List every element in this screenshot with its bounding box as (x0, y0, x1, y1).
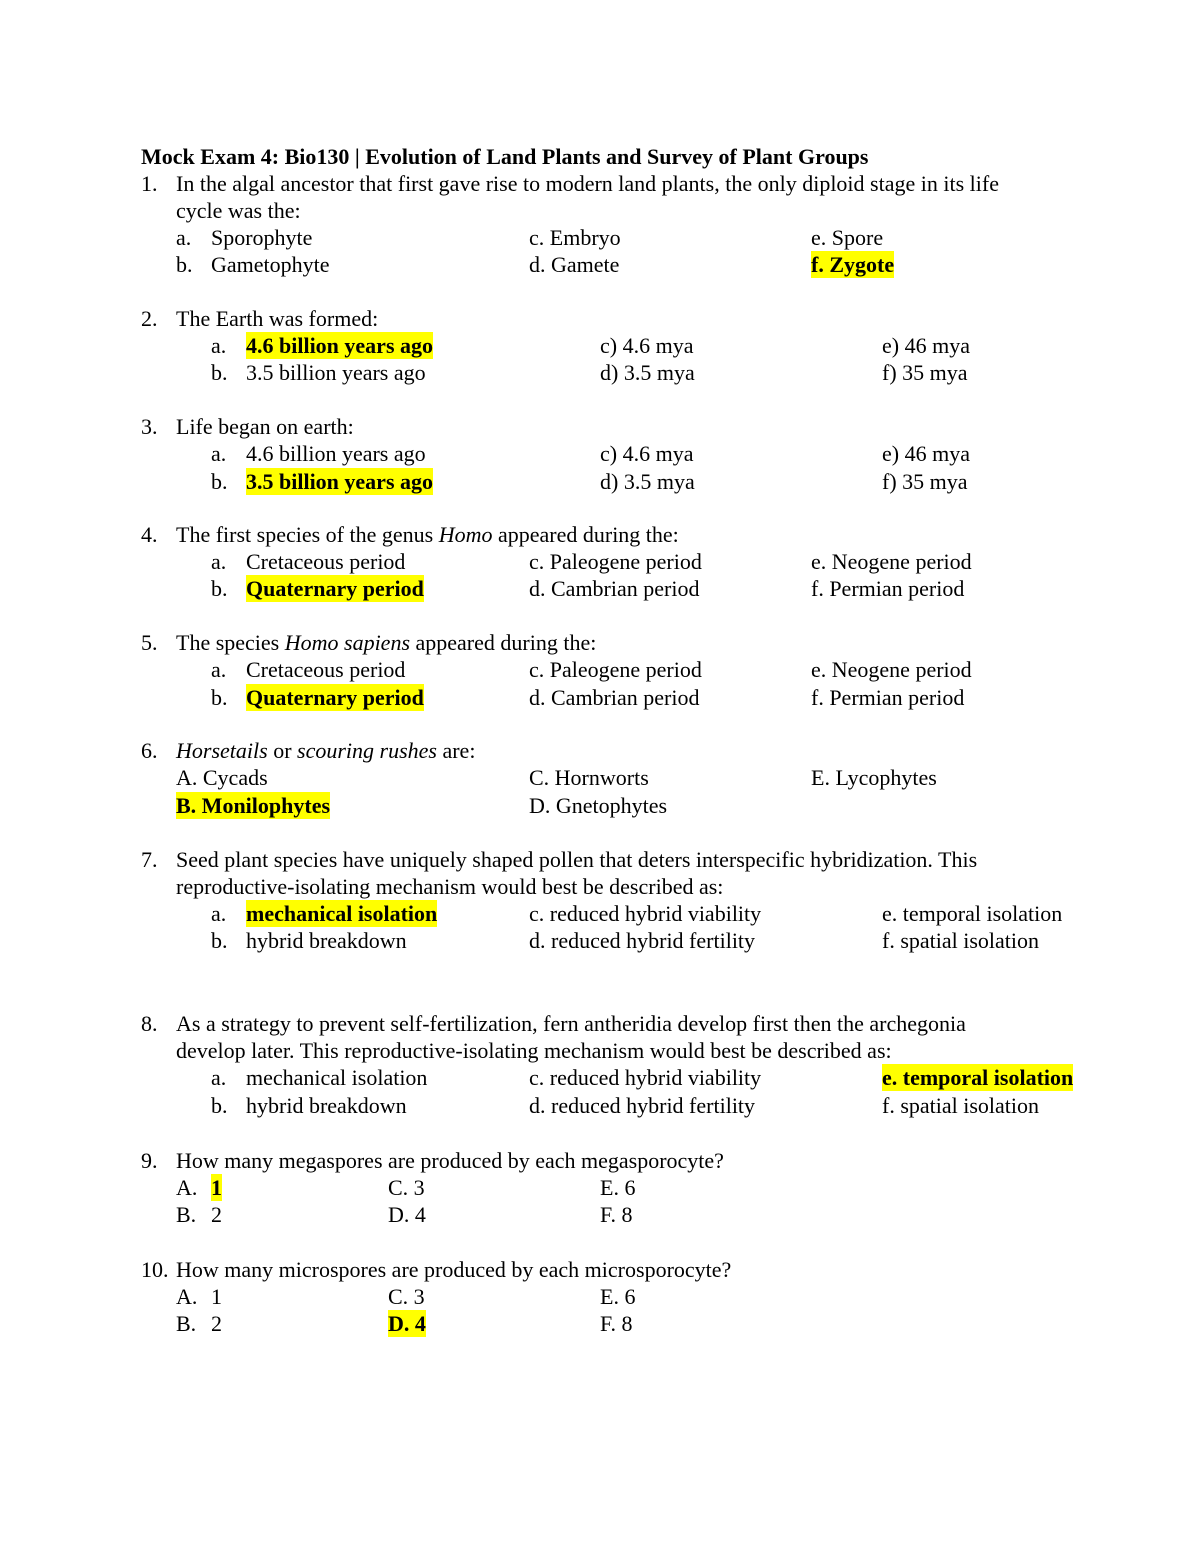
question-2-option-a-label: a. (211, 333, 227, 358)
question-6-option-c: C. Hornworts (529, 765, 649, 790)
question-5-option-b-correct: Quaternary period (246, 685, 424, 710)
question-5-option-a-label: a. (211, 657, 227, 682)
question-6-option-b-correct: B. Monilophytes (176, 793, 331, 818)
question-9-option-f: F. 8 (600, 1202, 633, 1227)
question-3-option-d: d) 3.5 mya (600, 469, 695, 494)
question-4-stem-part-1: The first species of the genus (176, 522, 439, 547)
question-6-stem-part-2: or (267, 738, 298, 763)
question-10-option-e: E. 6 (600, 1284, 636, 1309)
question-1-option-e: e. Spore (811, 225, 884, 250)
question-7-option-a-correct: mechanical isolation (246, 901, 438, 926)
question-10-option-a: 1 (211, 1284, 222, 1309)
question-7-option-d: d. reduced hybrid fertility (529, 928, 756, 953)
question-10-option-f: F. 8 (600, 1311, 633, 1336)
question-2-option-a-correct: 4.6 billion years ago (246, 333, 434, 358)
question-2-option-c: c) 4.6 mya (600, 333, 694, 358)
question-7-option-a-label: a. (211, 901, 227, 926)
question-6-option-e: E. Lycophytes (811, 765, 937, 790)
question-9-option-b-label: B. (176, 1202, 197, 1227)
question-6-stem-part-4: are: (436, 738, 476, 763)
question-3-option-a: 4.6 billion years ago (246, 441, 426, 466)
question-4-option-e: e. Neogene period (811, 549, 972, 574)
question-10-option-c: C. 3 (388, 1284, 425, 1309)
question-5-option-c: c. Paleogene period (529, 657, 702, 682)
question-8-stem-line-2: develop later. This reproductive-isolating mechanism would best be described as: (176, 1038, 892, 1063)
question-5-stem-part-1: The species (176, 630, 285, 655)
question-2-option-f: f) 35 mya (882, 360, 968, 385)
question-10-option-a-label: A. (176, 1284, 198, 1309)
question-4-number: 4. (141, 522, 158, 547)
question-9-option-d: D. 4 (388, 1202, 426, 1227)
question-7-option-e: e. temporal isolation (882, 901, 1063, 926)
question-2-option-b: 3.5 billion years ago (246, 360, 426, 385)
question-7-option-b: hybrid breakdown (246, 928, 407, 953)
question-8-option-a: mechanical isolation (246, 1065, 428, 1090)
question-9-option-e: E. 6 (600, 1175, 636, 1200)
question-5-option-a: Cretaceous period (246, 657, 406, 682)
question-7-option-b-label: b. (211, 928, 228, 953)
question-6-stem-term-1: Horsetails (176, 738, 268, 763)
question-9-option-c: C. 3 (388, 1175, 425, 1200)
question-9-option-a-label: A. (176, 1175, 198, 1200)
question-4-option-c: c. Paleogene period (529, 549, 702, 574)
question-3-option-c: c) 4.6 mya (600, 441, 694, 466)
question-6-stem-term-2: scouring rushes (297, 738, 437, 763)
question-7-stem-line-2: reproductive-isolating mechanism would best be described as: (176, 874, 724, 899)
question-2-option-b-label: b. (211, 360, 228, 385)
question-1-option-b: Gametophyte (211, 252, 330, 277)
question-4-option-a-label: a. (211, 549, 227, 574)
question-3-option-a-label: a. (211, 441, 227, 466)
question-8-number: 8. (141, 1011, 158, 1036)
question-4-stem-genus: Homo (438, 522, 493, 547)
question-9-number: 9. (141, 1148, 158, 1173)
question-2-option-e: e) 46 mya (882, 333, 970, 358)
question-8-option-d: d. reduced hybrid fertility (529, 1093, 756, 1118)
question-1-stem-line-1: In the algal ancestor that first gave rise to modern land plants, the only diploid stage in its life (176, 171, 999, 196)
question-8-option-f: f. spatial isolation (882, 1093, 1040, 1118)
question-5-stem-species: Homo sapiens (284, 630, 411, 655)
question-4-option-b-correct: Quaternary period (246, 576, 424, 601)
question-5-option-e: e. Neogene period (811, 657, 972, 682)
question-4-option-b-label: b. (211, 576, 228, 601)
question-1-option-d: d. Gamete (529, 252, 620, 277)
question-4-option-d: d. Cambrian period (529, 576, 700, 601)
question-2-number: 2. (141, 306, 158, 331)
question-8-option-c: c. reduced hybrid viability (529, 1065, 762, 1090)
question-1-option-c: c. Embryo (529, 225, 621, 250)
question-3-stem: Life began on earth: (176, 414, 354, 439)
question-10-stem: How many microspores are produced by each microsporocyte? (176, 1257, 732, 1282)
question-10-option-d-correct: D. 4 (388, 1311, 426, 1336)
question-1-option-f-correct: f. Zygote (811, 252, 895, 277)
question-2-option-d: d) 3.5 mya (600, 360, 695, 385)
question-9-option-b: 2 (211, 1202, 222, 1227)
question-1-option-b-label: b. (176, 252, 193, 277)
question-3-number: 3. (141, 414, 158, 439)
question-7-option-f: f. spatial isolation (882, 928, 1040, 953)
question-3-option-b-label: b. (211, 469, 228, 494)
question-6-stem (176, 737, 475, 764)
question-1-number: 1. (141, 171, 158, 196)
question-6-number: 6. (141, 738, 158, 763)
question-9-stem: How many megaspores are produced by each megasporocyte? (176, 1148, 724, 1173)
question-3-option-e: e) 46 mya (882, 441, 970, 466)
question-1-option-a: Sporophyte (211, 225, 313, 250)
question-7-option-c: c. reduced hybrid viability (529, 901, 762, 926)
question-5-stem-part-3: appeared during the: (410, 630, 597, 655)
question-1-stem-line-2: cycle was the: (176, 198, 301, 223)
question-10-number: 10. (141, 1257, 169, 1282)
page-title: Mock Exam 4: Bio130 | Evolution of Land Plants and Survey of Plant Groups (141, 144, 869, 169)
question-7-stem-line-1: Seed plant species have uniquely shaped pollen that deters interspecific hybridization. This (176, 847, 978, 872)
question-9-option-a-correct: 1 (211, 1175, 222, 1200)
question-8-option-b: hybrid breakdown (246, 1093, 407, 1118)
question-4-option-f: f. Permian period (811, 576, 965, 601)
question-5-number: 5. (141, 630, 158, 655)
question-5-stem (176, 629, 596, 656)
question-5-option-b-label: b. (211, 685, 228, 710)
question-8-stem-line-1: As a strategy to prevent self-fertilization, fern antheridia develop first then the archegonia (176, 1011, 966, 1036)
question-4-option-a: Cretaceous period (246, 549, 406, 574)
question-10-option-b: 2 (211, 1311, 222, 1336)
question-4-stem (176, 521, 679, 548)
question-3-option-b-correct: 3.5 billion years ago (246, 469, 434, 494)
question-3-option-f: f) 35 mya (882, 469, 968, 494)
question-2-stem: The Earth was formed: (176, 306, 379, 331)
question-4-stem-part-3: appeared during the: (492, 522, 679, 547)
question-6-option-a: A. Cycads (176, 765, 268, 790)
question-7-number: 7. (141, 847, 158, 872)
question-1-option-a-label: a. (176, 225, 192, 250)
question-6-option-d: D. Gnetophytes (529, 793, 668, 818)
question-5-option-f: f. Permian period (811, 685, 965, 710)
question-8-option-a-label: a. (211, 1065, 227, 1090)
question-8-option-b-label: b. (211, 1093, 228, 1118)
question-5-option-d: d. Cambrian period (529, 685, 700, 710)
question-10-option-b-label: B. (176, 1311, 197, 1336)
question-8-option-e-correct: e. temporal isolation (882, 1065, 1074, 1090)
